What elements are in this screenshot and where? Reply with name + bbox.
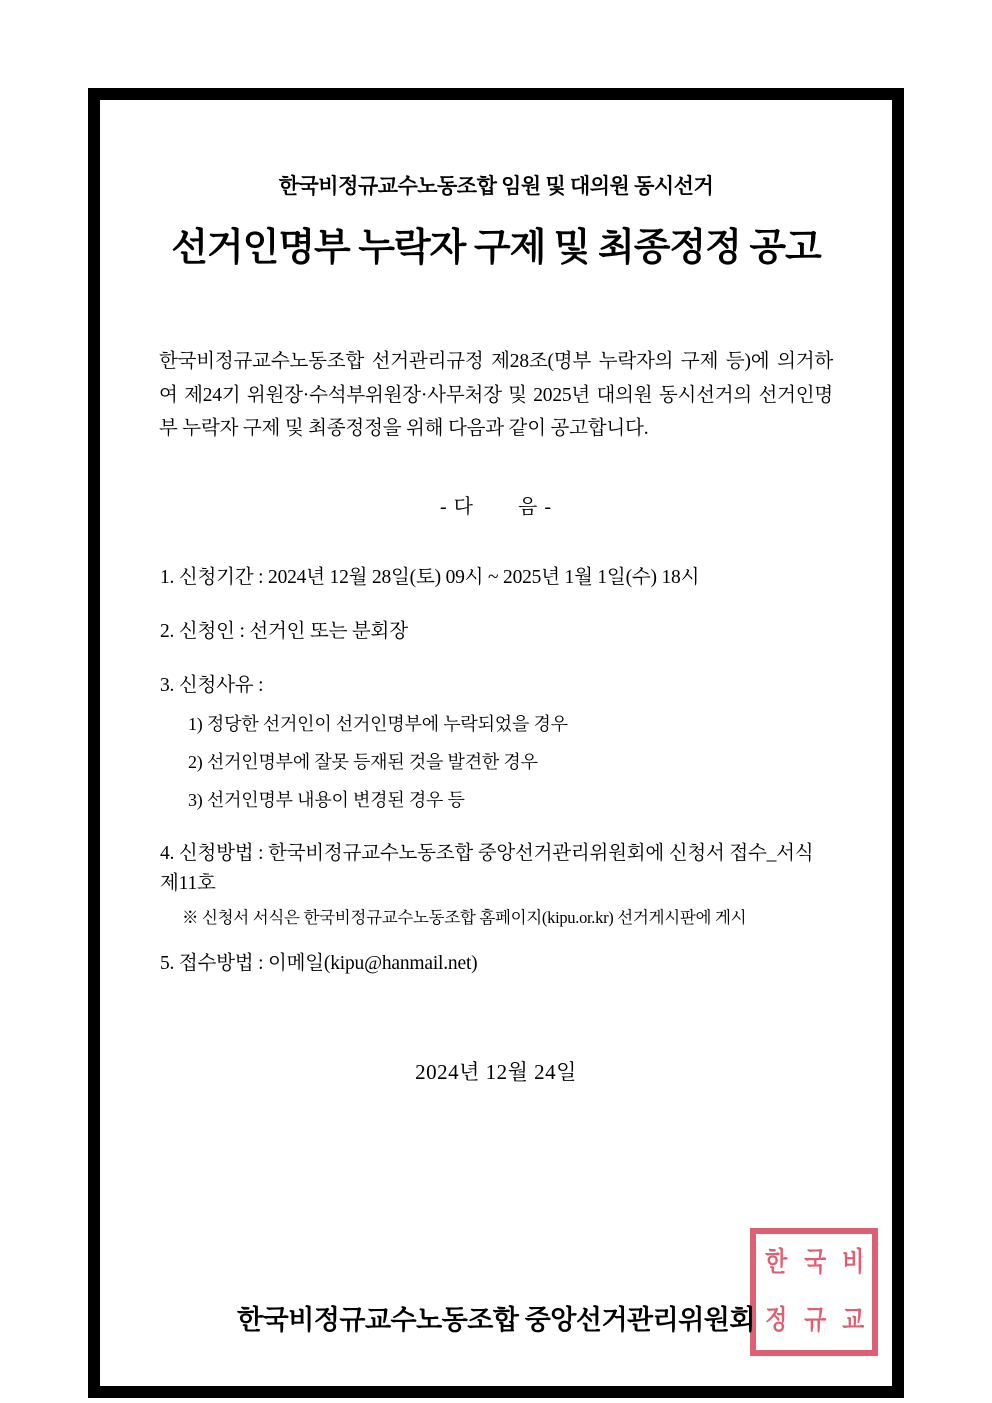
damum-right: 음 - [518, 495, 552, 518]
damum-heading [130, 490, 862, 519]
signature-area [130, 1236, 862, 1376]
sub-list-item: 1) 정당한 선거인이 선거인명부에 누락되었을 경우 [188, 714, 568, 735]
issue-date: 2024년 12월 24일 [415, 1059, 577, 1084]
list-item-label: 4. 신청방법 : 한국비정규교수노동조합 중앙선거관리위원회에 신청서 접수_서식 제11호 [160, 843, 814, 894]
seal-char: 규 [803, 1305, 825, 1337]
list-item [160, 839, 832, 930]
document-border-frame [88, 88, 904, 1398]
issuer-signature: 한국비정규교수노동조합 중앙선거관리위원회 [237, 1304, 755, 1335]
list-item: 2. 신청인 : 선거인 또는 분회장 [160, 620, 408, 642]
document-subtitle: 한국비정규교수노동조합 임원 및 대의원 동시선거 [278, 174, 714, 198]
damum-left: - 다 [440, 495, 474, 518]
seal-char: 정 [765, 1305, 786, 1337]
sub-list-item: 3) 선거인명부 내용이 변경된 경우 등 [188, 790, 465, 811]
sub-list-item: 2) 선거인명부에 잘못 등재된 것을 발견한 경우 [188, 752, 538, 773]
list-item: 1. 신청기간 : 2024년 12월 28일(토) 09시 ~ 2025년 1월 1일(수) 18시 [160, 566, 700, 588]
seal-char: 비 [842, 1247, 863, 1279]
page-title: 선거인명부 누락자 구제 및 최종정정 공고 [171, 227, 821, 269]
seal-char: 국 [803, 1247, 825, 1279]
list-item [160, 671, 832, 814]
intro-paragraph: 한국비정규교수노동조합 선거관리규정 제28조(명부 누락자의 구제 등)에 의거하여 제24기 위원장·수석부위원장·사무처장 및 2025년 대의원 동시선거의 선거인명부 누락자 구제 및 최종정정을 위해 다음과 같이 공고합니다. [159, 351, 833, 440]
form-note: ※ 신청서 서식은 한국비정규교수노동조합 홈페이지(kipu.or.kr) 선거게시판에 게시 [182, 907, 747, 927]
list-item: 5. 접수방법 : 이메일(kipu@hanmail.net) [160, 952, 478, 974]
seal-char: 한 [765, 1247, 786, 1279]
items-list [160, 563, 832, 978]
list-item-label: 3. 신청사유 : [160, 675, 264, 697]
document-body [100, 100, 892, 1386]
seal-char: 교 [842, 1305, 863, 1337]
